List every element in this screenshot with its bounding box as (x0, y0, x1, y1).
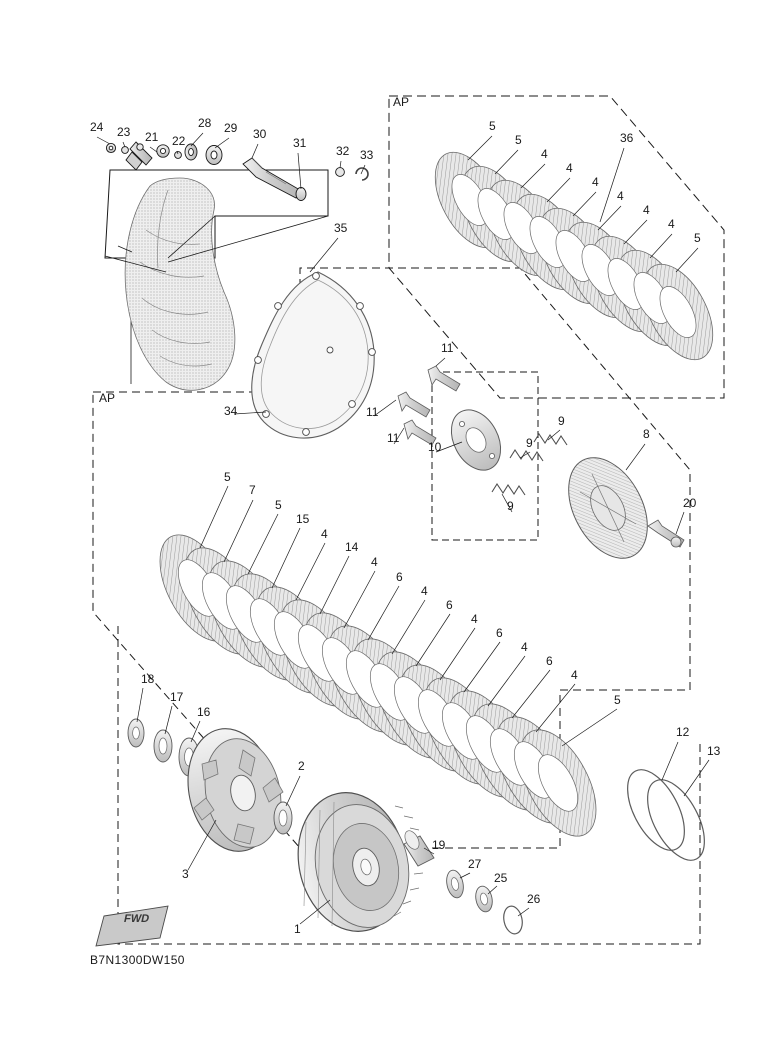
callout-19: 19 (432, 838, 446, 852)
callout-30: 30 (253, 127, 267, 141)
callout-28: 28 (198, 116, 212, 130)
callout-3: 3 (182, 867, 189, 881)
callout-31: 31 (293, 136, 307, 150)
callout-16: 16 (197, 705, 211, 719)
group-label-ap-top: AP (393, 95, 410, 109)
callout-4-c: 4 (592, 175, 599, 189)
callout-7: 7 (249, 483, 256, 497)
callout-18: 18 (141, 672, 155, 686)
callout-20: 20 (683, 496, 697, 510)
callout-14: 14 (345, 540, 359, 554)
callout-4-a: 4 (541, 147, 548, 161)
callout-11-b: 11 (366, 405, 379, 419)
callout-24: 24 (90, 120, 104, 134)
callout-4-k: 4 (521, 640, 528, 654)
fwd-direction-label: FWD (122, 913, 151, 925)
callout-36: 36 (620, 131, 634, 145)
callout-17: 17 (170, 690, 184, 704)
callout-10: 10 (428, 440, 442, 454)
callout-4-d: 4 (617, 189, 624, 203)
callout-13: 13 (707, 744, 721, 758)
callout-6-c: 6 (496, 626, 503, 640)
callout-4-b: 4 (566, 161, 573, 175)
callout-25: 25 (494, 871, 508, 885)
callout-4-e: 4 (643, 203, 650, 217)
callout-4-j: 4 (471, 612, 478, 626)
callout-5-d: 5 (224, 470, 231, 484)
callout-5-f: 5 (614, 693, 621, 707)
callout-9-b: 9 (526, 436, 533, 450)
callout-6-d: 6 (546, 654, 553, 668)
callout-32: 32 (336, 144, 350, 158)
callout-9-a: 9 (558, 414, 565, 428)
callout-29: 29 (224, 121, 238, 135)
callout-11-c: 11 (387, 431, 400, 445)
callout-5-b: 5 (515, 133, 522, 147)
callout-1: 1 (294, 922, 301, 936)
callout-6-a: 6 (396, 570, 403, 584)
callout-2: 2 (298, 759, 305, 773)
callout-6-b: 6 (446, 598, 453, 612)
diagram-part-code: B7N1300DW150 (90, 953, 185, 967)
callout-26: 26 (527, 892, 541, 906)
callout-5-c: 5 (694, 231, 701, 245)
callout-21: 21 (145, 130, 159, 144)
callout-5-e: 5 (275, 498, 282, 512)
callout-23: 23 (117, 125, 131, 139)
group-label-ap-bottom: AP (99, 391, 116, 405)
callout-34: 34 (224, 404, 238, 418)
callout-22: 22 (172, 134, 186, 148)
callout-4-l: 4 (571, 668, 578, 682)
callout-27: 27 (468, 857, 482, 871)
callout-15: 15 (296, 512, 310, 526)
callout-35: 35 (334, 221, 348, 235)
callout-12: 12 (676, 725, 690, 739)
callout-5-a: 5 (489, 119, 496, 133)
callout-11-a: 11 (441, 341, 454, 355)
callout-4-g: 4 (321, 527, 328, 541)
callout-33: 33 (360, 148, 374, 162)
callout-9-c: 9 (507, 499, 514, 513)
callout-4-h: 4 (371, 555, 378, 569)
callout-4-i: 4 (421, 584, 428, 598)
callout-4-f: 4 (668, 217, 675, 231)
callout-8: 8 (643, 427, 650, 441)
